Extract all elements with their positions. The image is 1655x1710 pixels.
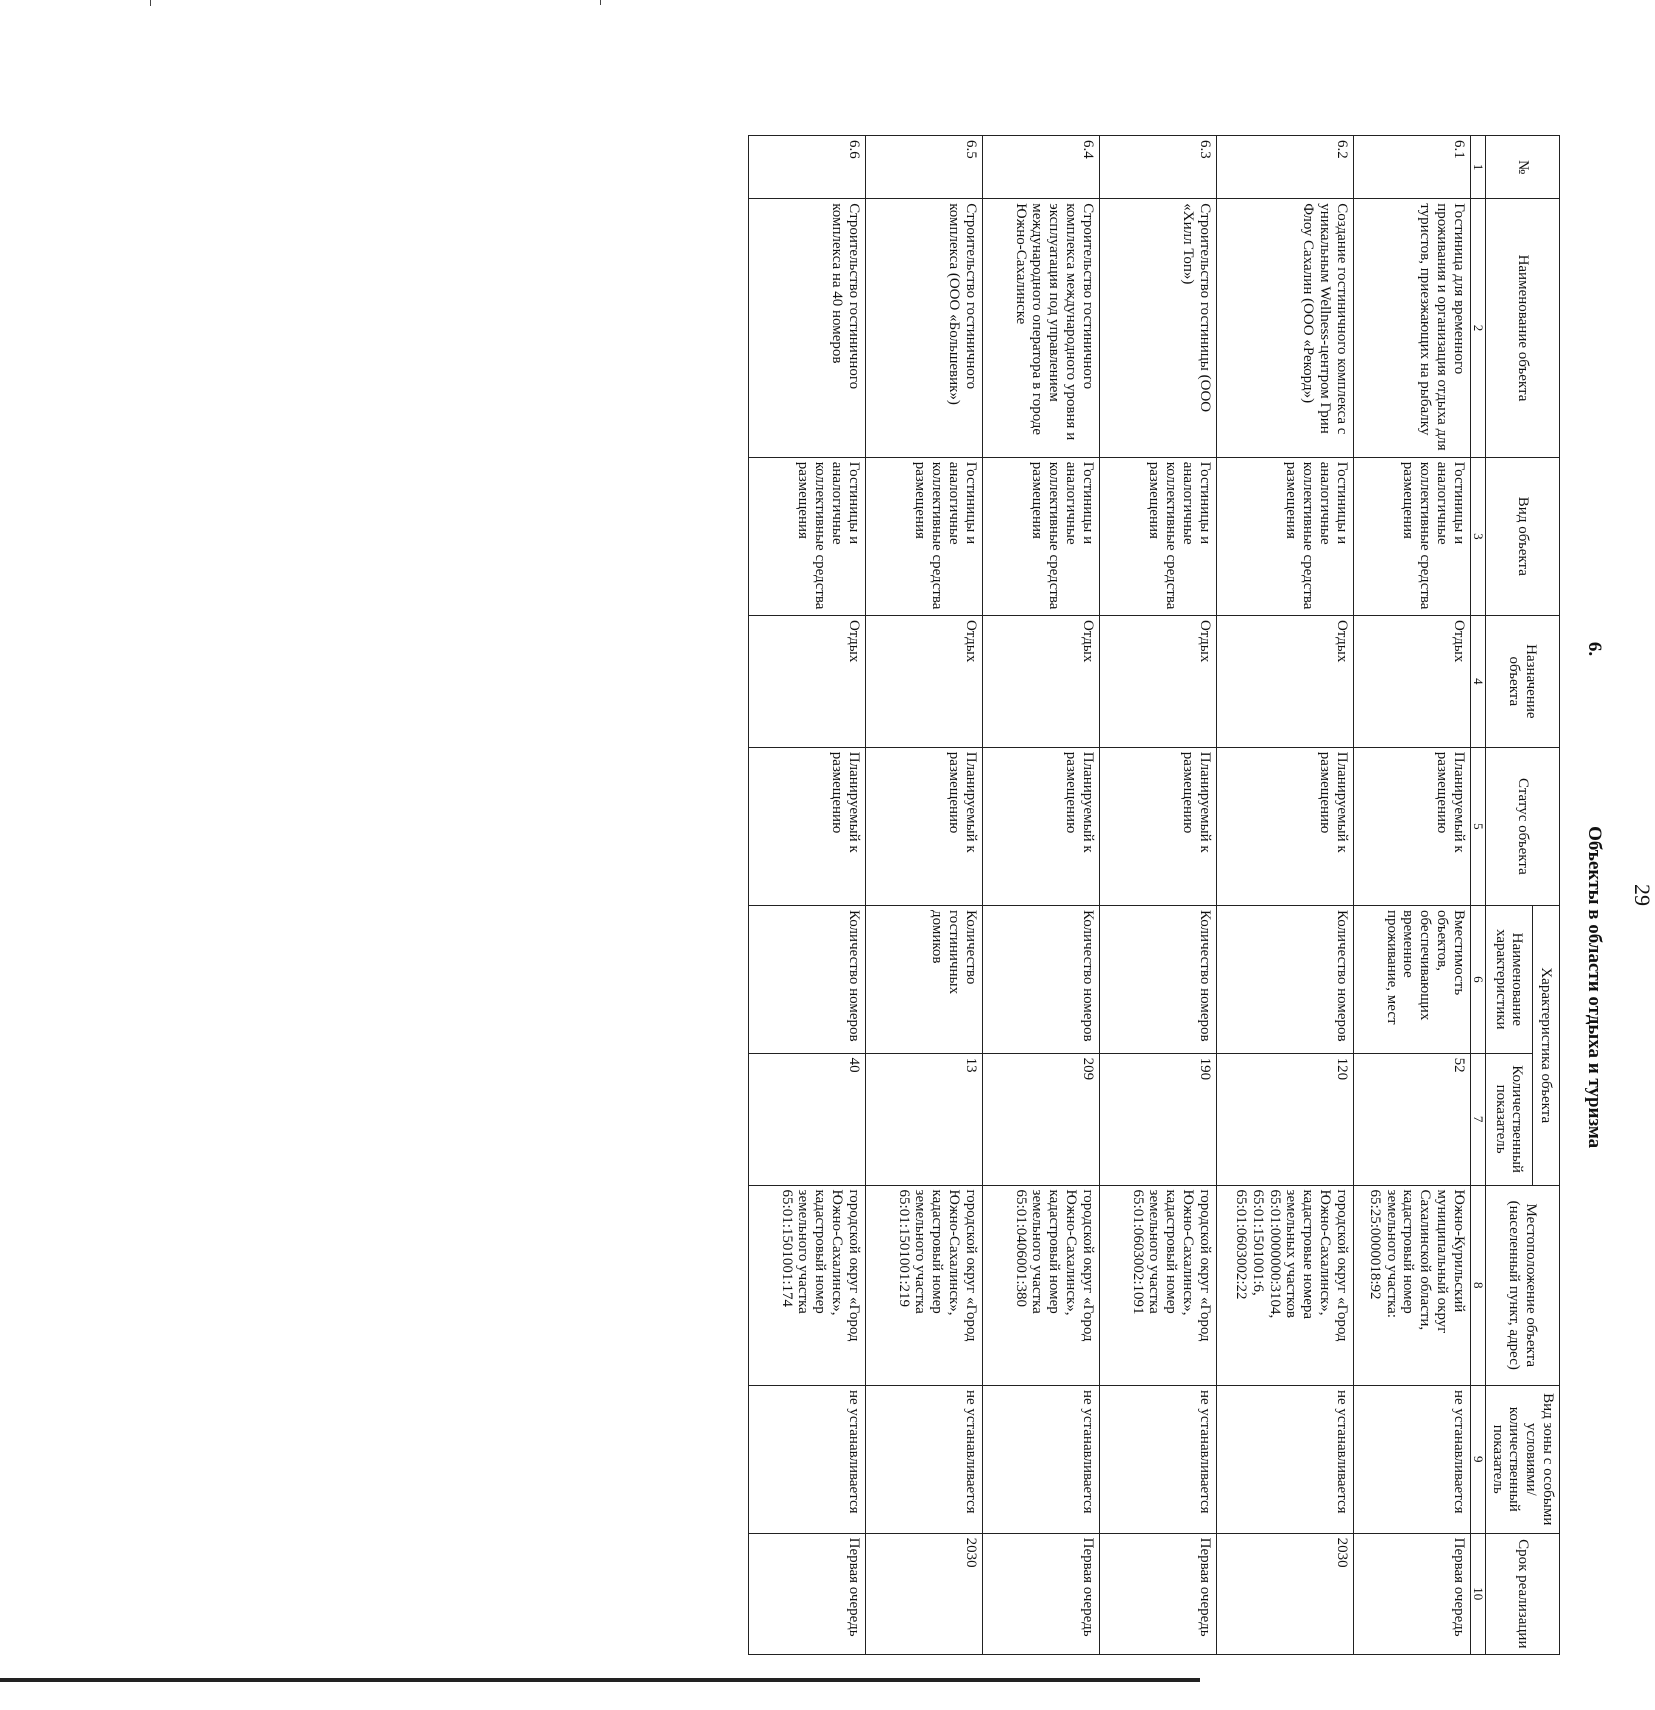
header-location: Местоположение объекта (населенный пункт, адрес) [1485, 1185, 1559, 1385]
cell-char-name: Количество гостиничных домиков [865, 906, 982, 1054]
cell-kind: Гостиницы и аналогичные коллективные средства размещения [865, 457, 982, 615]
section-number: 6. [1584, 641, 1605, 657]
table-row [1353, 136, 1470, 1655]
cell-purpose: Отдых [865, 615, 982, 747]
cell-location: городской округ «Город Южно-Сахалинск», кадастровый номер земельного участка 65:01:1501001:219 [865, 1185, 982, 1385]
cell-name: Гостиница для временного проживания и организация отдыха для туристов, приезжающих на рыбалку [1353, 199, 1470, 457]
cell-kind: Гостиницы и аналогичные коллективные средства размещения [748, 457, 865, 615]
cell-status: Планируемый к размещению [748, 747, 865, 905]
table-row [982, 136, 1099, 1655]
cell-name: Создание гостиничного комплекса с уникальным Wellness-центром Грин Флоу Сахалин (ООО «Рекорд») [1216, 199, 1353, 457]
header-kind: Вид объекта [1485, 457, 1559, 615]
cell-kind: Гостиницы и аналогичные коллективные средства размещения [1216, 457, 1353, 615]
page-number: 29 [1630, 884, 1655, 906]
cell-location: городской округ «Город Южно-Сахалинск», кадастровый номер земельного участка 65:01:0406001:380 [982, 1185, 1099, 1385]
cell-char-name: Количество номеров [1216, 906, 1353, 1054]
cell-term: Первая очередь [748, 1533, 865, 1654]
cell-char-value: 13 [865, 1053, 982, 1185]
cell-location: городской округ «Город Южно-Сахалинск», кадастровый номер земельного участка 65:01:1501001:174 [748, 1185, 865, 1385]
cell-term: 2030 [865, 1533, 982, 1654]
cell-zone: не устанавливается [1353, 1385, 1470, 1533]
cell-num: 6.2 [1216, 136, 1353, 199]
cell-term: Первая очередь [982, 1533, 1099, 1654]
cell-num: 6.1 [1353, 136, 1470, 199]
cell-num: 6.5 [865, 136, 982, 199]
cell-status: Планируемый к размещению [865, 747, 982, 905]
cell-zone: не устанавливается [748, 1385, 865, 1533]
scan-edge-mark [150, 0, 151, 6]
header-term: Срок реализации [1485, 1533, 1559, 1654]
cell-kind: Гостиницы и аналогичные коллективные средства размещения [1099, 457, 1216, 615]
column-number: 3 [1470, 457, 1485, 615]
table-row [748, 136, 865, 1655]
table-row [1099, 136, 1216, 1655]
rotated-page-content [650, 95, 1655, 1695]
column-number: 1 [1470, 136, 1485, 199]
header-row [1532, 136, 1559, 1655]
cell-char-value: 190 [1099, 1053, 1216, 1185]
cell-num: 6.6 [748, 136, 865, 199]
cell-char-value: 40 [748, 1053, 865, 1185]
cell-zone: не устанавливается [1099, 1385, 1216, 1533]
column-number: 6 [1470, 906, 1485, 1054]
cell-term: 2030 [1216, 1533, 1353, 1654]
section-title [1583, 95, 1605, 1695]
cell-purpose: Отдых [1099, 615, 1216, 747]
cell-zone: не устанавливается [982, 1385, 1099, 1533]
cell-char-name: Количество номеров [748, 906, 865, 1054]
cell-char-name: Количество номеров [1099, 906, 1216, 1054]
column-numbers-row [1470, 136, 1485, 1655]
column-number: 2 [1470, 199, 1485, 457]
cell-location: городской округ «Город Южно-Сахалинск», кадастровые номера земельных участков 65:01:0000000:3104, 65:01:1501001:6, 65:01:0603002:22 [1216, 1185, 1353, 1385]
scan-edge-mark [600, 0, 601, 5]
header-characteristics: Характеристика объекта [1532, 906, 1559, 1186]
column-number: 4 [1470, 615, 1485, 747]
cell-status: Планируемый к размещению [1216, 747, 1353, 905]
header-status: Статус объекта [1485, 747, 1559, 905]
table-row [1216, 136, 1353, 1655]
header-purpose: Назначение объекта [1485, 615, 1559, 747]
cell-status: Планируемый к размещению [982, 747, 1099, 905]
header-name: Наименование объекта [1485, 199, 1559, 457]
cell-name: Строительство гостиничного комплекса (ООО «Большевик») [865, 199, 982, 457]
cell-num: 6.3 [1099, 136, 1216, 199]
cell-zone: не устанавливается [1216, 1385, 1353, 1533]
column-number: 5 [1470, 747, 1485, 905]
cell-zone: не устанавливается [865, 1385, 982, 1533]
cell-term: Первая очередь [1099, 1533, 1216, 1654]
cell-purpose: Отдых [982, 615, 1099, 747]
cell-kind: Гостиницы и аналогичные коллективные средства размещения [1353, 457, 1470, 615]
cell-purpose: Отдых [748, 615, 865, 747]
column-number: 7 [1470, 1053, 1485, 1185]
section-title-text: Объекты в области отдыха и туризма [1584, 826, 1605, 1149]
cell-status: Планируемый к размещению [1353, 747, 1470, 905]
header-char-value: Количественный показатель [1485, 1053, 1532, 1185]
cell-char-value: 209 [982, 1053, 1099, 1185]
table-row [865, 136, 982, 1655]
objects-table [748, 135, 1560, 1655]
cell-location: Южно-Курильский муниципальный округ Сахалинской области, кадастровый номер земельного участка: 65:25:0000018:92 [1353, 1185, 1470, 1385]
cell-num: 6.4 [982, 136, 1099, 199]
cell-char-name: Количество номеров [982, 906, 1099, 1054]
cell-purpose: Отдых [1216, 615, 1353, 747]
cell-term: Первая очередь [1353, 1533, 1470, 1654]
cell-name: Строительство гостиницы (ООО «Хилл Топ») [1099, 199, 1216, 457]
cell-purpose: Отдых [1353, 615, 1470, 747]
cell-char-value: 120 [1216, 1053, 1353, 1185]
cell-name: Строительство гостиничного комплекса международного уровня и эксплуатация под управлением международного оператора в городе Южно-Сахалинске [982, 199, 1099, 457]
column-number: 9 [1470, 1385, 1485, 1533]
header-zone: Вид зоны с особыми условиями/ количественный показатель [1485, 1385, 1559, 1533]
cell-name: Строительство гостиничного комплекса на 40 номеров [748, 199, 865, 457]
cell-kind: Гостиницы и аналогичные коллективные средства размещения [982, 457, 1099, 615]
header-num: № [1485, 136, 1559, 199]
cell-location: городской округ «Город Южно-Сахалинск», кадастровый номер земельного участка 65:01:0603002:1091 [1099, 1185, 1216, 1385]
cell-char-name: Вместимость объектов, обеспечивающих временное проживание, мест [1353, 906, 1470, 1054]
column-number: 8 [1470, 1185, 1485, 1385]
column-number: 10 [1470, 1533, 1485, 1654]
cell-char-value: 52 [1353, 1053, 1470, 1185]
header-char-name: Наименование характеристики [1485, 906, 1532, 1054]
cell-status: Планируемый к размещению [1099, 747, 1216, 905]
